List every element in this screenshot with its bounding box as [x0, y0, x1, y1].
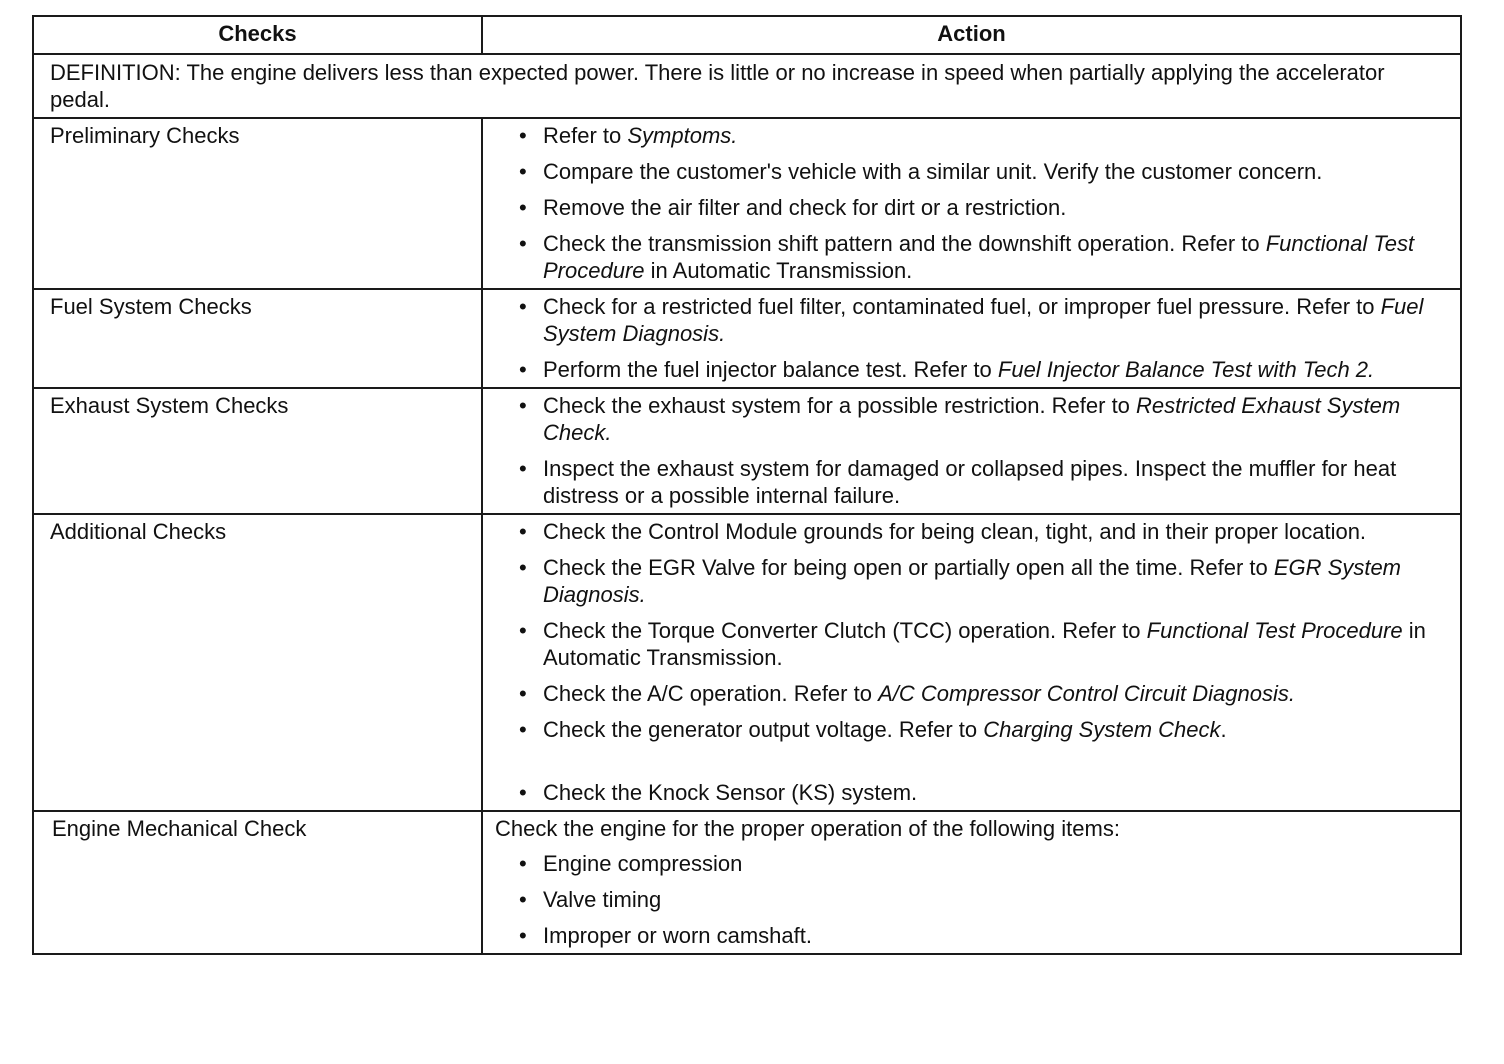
action-cell	[482, 289, 1461, 388]
table-row	[33, 289, 1461, 388]
bullet-icon: •	[519, 357, 527, 382]
bullet-icon: •	[519, 456, 527, 481]
definition-text: DEFINITION: The engine delivers less than expected power. There is little or no increase in speed when partially applying the accelerator pedal.	[33, 54, 1461, 118]
action-intro: Check the engine for the proper operation of the following items:	[495, 816, 1120, 841]
action-item: • Engine compression	[519, 851, 743, 876]
bullet-icon: •	[519, 159, 527, 184]
bullet-icon: •	[519, 618, 527, 643]
action-item: • Refer to Symptoms.	[519, 123, 738, 148]
action-item: • Remove the air filter and check for dirt or a restriction.	[519, 195, 1067, 220]
bullet-icon: •	[519, 887, 527, 912]
action-item: • Check the transmission shift pattern and the downshift operation. Refer to Functional Test Procedure in Automatic Transmission.	[519, 231, 1415, 283]
action-item: • Inspect the exhaust system for damaged or collapsed pipes. Inspect the muffler for heat distress or a possible internal failure.	[519, 456, 1397, 508]
check-label: Fuel System Checks	[33, 289, 482, 388]
diagnostic-table	[32, 15, 1462, 955]
action-item: • Improper or worn camshaft.	[519, 923, 812, 948]
check-label: Engine Mechanical Check	[33, 811, 482, 954]
action-item: • Compare the customer's vehicle with a similar unit. Verify the customer concern.	[519, 159, 1323, 184]
action-cell	[482, 811, 1461, 954]
action-item: • Perform the fuel injector balance test. Refer to Fuel Injector Balance Test with Tech 2.	[519, 357, 1375, 382]
bullet-icon: •	[519, 519, 527, 544]
action-cell	[482, 388, 1461, 514]
action-item: • Check the EGR Valve for being open or partially open all the time. Refer to EGR System Diagnosis.	[519, 555, 1402, 607]
action-item: • Check the Knock Sensor (KS) system.	[519, 780, 918, 805]
action-item: • Check the Control Module grounds for being clean, tight, and in their proper location.	[519, 519, 1367, 544]
bullet-icon: •	[519, 393, 527, 418]
checks-column-header: Checks	[33, 16, 482, 54]
action-item: • Check the A/C operation. Refer to A/C Compressor Control Circuit Diagnosis.	[519, 681, 1295, 706]
action-item: • Check for a restricted fuel filter, contaminated fuel, or improper fuel pressure. Refer to Fuel System Diagnosis.	[519, 294, 1424, 346]
bullet-icon: •	[519, 195, 527, 220]
bullet-icon: •	[519, 123, 527, 148]
bullet-icon: •	[519, 555, 527, 580]
bullet-icon: •	[519, 231, 527, 256]
action-item: • Check the generator output voltage. Refer to Charging System Check.	[519, 717, 1227, 742]
table-row	[33, 118, 1461, 289]
action-column-header: Action	[482, 16, 1461, 54]
check-label: Preliminary Checks	[33, 118, 482, 289]
header-row	[33, 16, 1461, 54]
bullet-icon: •	[519, 681, 527, 706]
table-row	[33, 514, 1461, 811]
table-row	[33, 811, 1461, 954]
table-row	[33, 388, 1461, 514]
action-cell	[482, 118, 1461, 289]
bullet-icon: •	[519, 717, 527, 742]
definition-row	[33, 54, 1461, 118]
bullet-icon: •	[519, 923, 527, 948]
action-item: • Valve timing	[519, 887, 662, 912]
bullet-icon: •	[519, 851, 527, 876]
bullet-icon: •	[519, 294, 527, 319]
check-label: Additional Checks	[33, 514, 482, 811]
action-cell	[482, 514, 1461, 811]
action-item: • Check the Torque Converter Clutch (TCC) operation. Refer to Functional Test Procedure in Automatic Transmission.	[519, 618, 1426, 670]
check-label: Exhaust System Checks	[33, 388, 482, 514]
bullet-icon: •	[519, 780, 527, 805]
action-item: • Check the exhaust system for a possible restriction. Refer to Restricted Exhaust System Check.	[519, 393, 1401, 445]
